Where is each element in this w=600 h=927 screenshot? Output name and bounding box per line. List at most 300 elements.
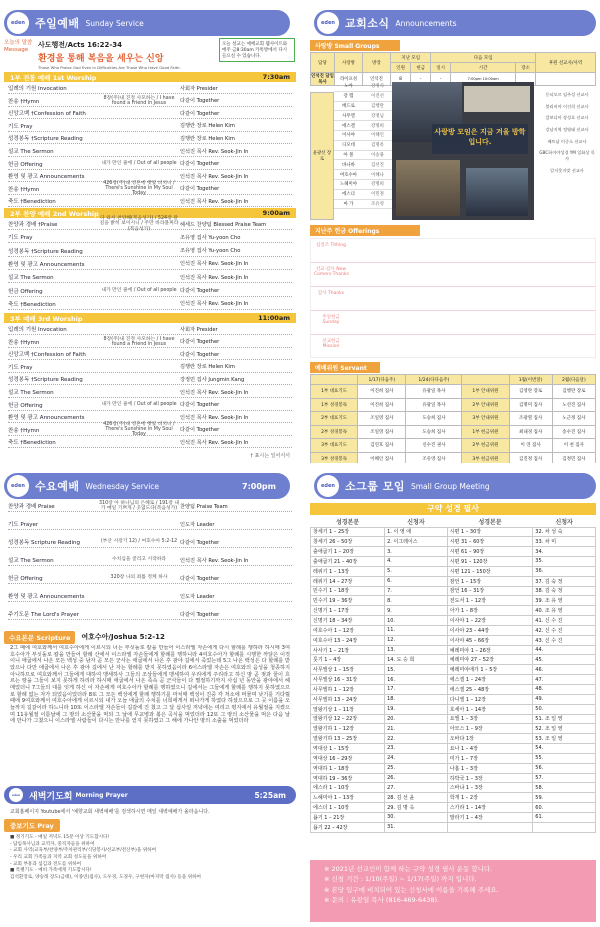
bible-passage: 역대하 1 – 18장 — [311, 763, 385, 773]
order-item: 신앙고백 †Confession of Faith — [8, 352, 86, 359]
sg-group: 이사야 — [342, 133, 355, 139]
order-item: 헌금 Offering — [8, 576, 43, 582]
order-detail: 내가 만인 줄에 / Out of all people — [101, 287, 177, 293]
sg-leader: 김명옥 — [371, 143, 384, 149]
bible-applicant: 24. — [385, 753, 448, 763]
bible-passage: 룻기 1 – 4장 — [311, 655, 385, 665]
servant-cell: 1부 성경봉독 — [311, 398, 358, 412]
bible-passage: 느헤미야 1 – 13장 — [311, 793, 385, 803]
bible-passage: 요엘 1 – 3장 — [447, 714, 533, 724]
sg-elder: 윤광선 장로 — [310, 92, 334, 220]
order-leader: 조유영 집사 Yu-yoon Cho — [180, 248, 241, 255]
sg-group: 바나바 — [342, 162, 355, 168]
servant-cell: 조유영 집사 — [406, 452, 462, 463]
sg-group: 에스겔 — [342, 123, 355, 129]
bible-passage: 욥기 1 – 21장 — [311, 812, 385, 822]
bible-passage: 열왕기하 13 – 25장 — [311, 734, 385, 744]
prayer-line: 김석환장로, 양승래 장도(금태), 이종연(집사), 도우경, 도경우, 구현자(마지막 집사) 등을 위하여 — [10, 874, 201, 880]
announcements-title-en: Announcements — [395, 18, 457, 28]
order-item: 헌금 Offering — [8, 161, 43, 168]
bible-applicant: 42. 신 수 진 — [533, 625, 596, 635]
bible-applicant: 31. — [385, 822, 448, 832]
order-item: 입례의 기원 Invocation — [8, 327, 67, 333]
bible-passage: 말라기 1 – 4장 — [447, 812, 533, 822]
wednesday-panel — [0, 463, 300, 927]
order-leader: 인석진 목사 Rev. Seok-Jin In — [180, 198, 249, 205]
order-leader: 인도자 Leader — [180, 521, 215, 528]
prayer-line: - 교회 사역(교육부/찬양부/주차관리부/식당봉사/선교부/전산부)을 위하여 — [10, 848, 157, 854]
servant-cell: 이 천 집사 — [552, 439, 595, 453]
bible-passage: 열왕기상 12 – 22장 — [311, 714, 385, 724]
order-item: 헌금 Offering — [8, 402, 43, 409]
bible-passage: 나훔 1 – 3장 — [447, 763, 533, 773]
bible-passage: 이사야 23 – 44장 — [447, 625, 533, 635]
sg-leader: 이민정 — [371, 192, 384, 198]
sg-col-group: 사랑방 — [335, 53, 363, 73]
servant-cell: 2부 헌금위원 — [462, 439, 509, 453]
sg-row — [334, 102, 392, 112]
order-detail: 내가 만인 줄에 / Out of all people — [101, 161, 177, 167]
order-row — [8, 286, 292, 297]
order-row — [8, 422, 292, 438]
bible-passage: 사무엘하 1 – 12장 — [311, 685, 385, 695]
bible-applicant: 59. — [533, 793, 596, 803]
small-groups-table — [310, 52, 596, 220]
order-row — [8, 609, 292, 620]
order-item: 찬송 †Hymn — [8, 427, 40, 434]
order-item: 환영 및 광고 Announcements — [8, 174, 85, 181]
small-group-panel — [300, 463, 600, 927]
order-detail: 내가 만인 줄에 / Out of all people — [101, 402, 177, 408]
message-ref: 사도행전/Acts 16:22-34 — [38, 41, 123, 49]
bible-passage: 열왕기상 1 – 11장 — [311, 704, 385, 714]
sg-group: 느헤미야 — [340, 182, 357, 188]
mission-item: 베트남 이중소 선교사 — [547, 138, 587, 144]
servant-cell: 노선진 집사 — [552, 398, 595, 412]
sg-group: 라이프성 — [335, 73, 363, 86]
bible-passage: 에스라 1 – 10장 — [311, 783, 385, 793]
order-leader: 다같이 Together — [180, 186, 220, 193]
order-item: 설교 The Sermon — [8, 558, 54, 564]
order-leader: 다같이 Together — [180, 98, 220, 105]
order-leader: 다같이 Together — [180, 427, 220, 434]
scripture-label: 수요본문 Scripture — [4, 631, 75, 644]
scripture-text: 2그 때에 여호와께서 여호수아에게 이르시되 너는 부싯돌로 칼을 만들어 이스라엘 자손에게 다시 할례를 행하라 하시매 3여호수아가 부싯돌로 칼을 만들어 할례 산에서 이스라엘 자손들에게 할례를 행하니라 4여호수아가 할례를 시행한 까닭은 이것이니 애굽에서 나온 모든 백성 중 남자 곧 모든 군사는 애굽에서 나온 후 광야 길에서 죽었는데 5그 나온 백성은 다 할례를 받았으나 다만 애굽에서 나온 후 광야 길에서 난 자는 할례를 받지 못하였음이라 6이스라엘 자손은 여호와의 음성을 청종하지 아니하므로 여호와께서 그들에게 대하여 맹세하사 그들의 조상들에게 맹세하여 우리에게 주리라고 하신 땅 곧 젖과 꿀이 흐르는 땅을 그들이 보지 못하게 하리라 하시매 애굽에서 나온 족속 곧 군사들이 다 멸절하기까지 사십 년 동안을 광야에서 헤매었더니 7그들의 대를 잇게 하신 이 자손에게 여호수아가 할례를 행하였으니 길에서는 그들에게 할례를 행하지 못하였으므로 할례 없는 자가 되었음이었더라 8또 그 모든 백성에게 할례 행하기를 마치매 백성이 진중 각 처소에 머물며 낫기를 기다릴 때에 9여호와께서 여호수아에게 이르시되 내가 오늘 애굽의 수치를 너희에게서 떠나가게 하였다 하셨으므로 그 곳 이름을 오늘까지 길갈이라 하느니라 10또 이스라엘 자손들이 길갈에 진 쳤고 그 달 십사일 저녁에는 여리고 평지에서 유월절을 지켰으며 11유월절 이튿날에 그 땅의 소산물을 먹되 그 날에 무교병과 볶은 곡식을 먹었더라 12또 그 땅의 소산물을 먹은 다음 날에 만나가 그쳤으니 이스라엘 사람들이 다시는 만나를 얻지 못하였고 그 해에 가나안 땅의 소출을 먹었더라 — [10, 645, 290, 725]
sg-col-count: 인원 — [391, 63, 411, 73]
bible-applicant: 49. — [533, 694, 596, 704]
order-item: 축도 †Benediction — [8, 301, 56, 308]
note-line: ※ 본당 입구에 비치되어 있는 신청서에 이름을 기록해 주세요. — [324, 885, 499, 894]
order-row — [8, 337, 292, 348]
bible-applicant: 5. — [385, 566, 448, 576]
servant-cell: 1부 대표기도 — [311, 385, 358, 399]
servant-table — [310, 374, 596, 463]
bible-applicant: 25. — [385, 763, 448, 773]
prayer-line: - 교회 부흥과 섬김과 전도를 위하여 — [10, 861, 82, 867]
order-leader: 조유영 집사 Yu-yoon Cho — [180, 234, 241, 241]
bible-applicant: 58. — [533, 783, 596, 793]
bible-applicant: 6. — [385, 576, 448, 586]
scripture-header — [4, 631, 165, 643]
announcements-header — [314, 10, 596, 36]
servant-cell: 이 연 집사 — [509, 439, 552, 453]
order-item: 찬송 †Hymn — [8, 186, 40, 193]
order-row — [8, 591, 292, 602]
sg-row — [334, 200, 392, 210]
order-item: 설교 The Sermon — [8, 149, 54, 155]
servant-col: 1/17(다음주) — [358, 375, 406, 385]
order-detail: (부산 시장기 12) / 여호수아 5:2-12 — [100, 539, 178, 545]
order-leader: 김행란 장로 Helen Kim — [180, 364, 235, 371]
offering-category: 선교헌금 Mission — [322, 339, 340, 349]
sg-leader: 조유영 — [371, 201, 384, 207]
bible-passage: 열왕기하 1 – 12장 — [311, 724, 385, 734]
sg-leader: 이혜인 — [371, 133, 384, 139]
sg-col-last: 지난 모임 — [391, 53, 431, 63]
order-row — [8, 299, 292, 310]
sg-leader: 강정식 — [371, 84, 384, 90]
bible-applicant: 30. — [385, 812, 448, 822]
small-group-title-en: Small Group Meeting — [410, 481, 490, 491]
bible-passage: 레위기 1 – 13장 — [311, 566, 385, 576]
bible-applicant: 48. — [533, 685, 596, 695]
morning-prayer-bar — [4, 786, 296, 804]
order-item: 성경봉독 †Scripture Reading — [8, 248, 83, 255]
sg-col-date: 일시 — [431, 63, 451, 73]
order-item: 성경봉독 †Scripture Reading — [8, 377, 83, 384]
bible-applicant: 51. 조 일 영 — [533, 714, 596, 724]
sg-col-offering: 헌금 — [411, 63, 431, 73]
servant-cell: 김진정 집사 — [509, 452, 552, 463]
church-logo: eden — [317, 12, 339, 34]
bible-applicant: 35. — [533, 557, 596, 567]
mission-item: 볼리비아 이건희 선교사 — [545, 103, 589, 109]
bible-passage: 잠언 16 – 31장 — [447, 586, 533, 596]
servant-cell: 2부 안내위원 — [462, 398, 509, 412]
order-row — [8, 362, 292, 373]
order-leader: 인석진 목사 Rev. Seok-Jin In — [180, 557, 249, 564]
sg-col-leader: 방장 — [363, 53, 391, 73]
order-leader: 다같이 Together — [180, 402, 220, 409]
sg-group: 베드로 — [342, 103, 355, 109]
bible-copy-table — [310, 516, 596, 833]
sg-row — [334, 92, 392, 102]
bible-passage: 시편 91 – 120장 — [447, 557, 533, 567]
bible-passage: 신명기 1 – 17장 — [311, 606, 385, 616]
sg-leader: 인석진 — [363, 73, 391, 86]
bible-col: 신청자 — [407, 518, 425, 526]
servant-col: 1/24(다다음주) — [406, 375, 462, 385]
sg-row — [334, 170, 392, 180]
mission-item: 강남지역 정영태 선교사 — [545, 127, 589, 133]
message-title: 환경을 통해 복음을 세우는 신앙 — [38, 54, 164, 64]
sunday-title: 주일예배 — [35, 17, 80, 30]
bible-applicant: 1. 이 영 애 — [385, 527, 448, 537]
offering-category: 주일헌금 Sunday — [322, 315, 340, 325]
bible-applicant: 23. — [385, 744, 448, 754]
order-leader: 김행란 장로 Helen Kim — [180, 123, 235, 130]
order-row — [8, 519, 292, 530]
order-item: 설교 The Sermon — [8, 275, 54, 282]
sg-leader: 강명희 — [371, 182, 384, 188]
wednesday-title-en: Wednesday Service — [85, 481, 160, 491]
order-item: 기도 Pray — [8, 123, 33, 130]
intercession-block — [4, 819, 296, 923]
bible-passage: 에스더 1 – 10장 — [311, 803, 385, 813]
order-detail: 310장 아 하나님의 은혜로 / 191장 내가 매일 기쁘게 / 곳없도다(복음성가) — [98, 500, 180, 511]
bible-passage: 민수기 1 – 18장 — [311, 586, 385, 596]
bible-passage: 시편 61 – 90장 — [447, 547, 533, 557]
bible-applicant: 52. 조 일 영 — [533, 724, 596, 734]
order-row — [8, 159, 292, 170]
sg-leader: 강명희 — [371, 123, 384, 129]
intercession-label: 중보기도 Pray — [4, 819, 60, 832]
order-detail: 426장(주)내 영혼에 햇빛 비치니 / There's Sunshine in My Soul Today — [103, 181, 175, 197]
order-detail: 8장(주)내 진정 사모하는 / I have found a Friend in Jesus — [103, 95, 175, 106]
bible-passage: 에스겔 25 – 48장 — [447, 685, 533, 695]
servant-cell: 최내경 집사 — [509, 425, 552, 439]
order-detail: 다 와서 찬양해(복음성가) / 524장 갈 길을 밝히 보이시니 / 주만 바라볼찌라(복음성가) — [99, 216, 179, 232]
order-row — [8, 349, 292, 360]
order-item: 찬송 †Hymn — [8, 98, 40, 105]
servant-cell: 김정민 집사 — [552, 452, 595, 463]
order-item: 환영 및 광고 Announcements — [8, 415, 85, 422]
order-row — [8, 259, 292, 270]
sg-row — [334, 141, 392, 151]
sg-leader: 김선진 — [371, 162, 384, 168]
bible-applicant: 37. 김 숙 정 — [533, 576, 596, 586]
bible-applicant: 36. — [533, 566, 596, 576]
sunday-header — [4, 10, 290, 36]
servant-cell: 조광열 집사 — [509, 412, 552, 426]
order-leader: 다같이 Together — [180, 351, 220, 358]
note-line: ※ 2021년 선교인이 함께 하는 구약 성경 필사 운동 합니다. — [324, 865, 493, 873]
order-leader: 인석진 목사 Rev. Seok-Jin In — [180, 389, 249, 396]
bible-passage: 아가 1 – 8장 — [447, 606, 533, 616]
bible-passage: 예레미야애가 1 – 5장 — [447, 665, 533, 675]
sg-leader: 이승용 — [371, 152, 384, 158]
order-row — [8, 232, 292, 243]
offering-category: 선교·감사 New Comers·Thanks — [314, 267, 349, 277]
order-detail: 8장(주)내 진정 사모하는 / I have found a Friend in Jesus — [103, 336, 175, 347]
servant-cell: 김명미 집사 — [509, 398, 552, 412]
order-leader: 인석진 목사 Rev. Seok-Jin In — [180, 274, 249, 281]
order-item: 환영 및 광고 Announcements — [8, 594, 85, 600]
sg-leader: 김행란 — [371, 103, 384, 109]
first-worship-bar — [4, 72, 296, 82]
bible-applicant: 57. — [533, 773, 596, 783]
bible-applicant: 18. — [385, 694, 448, 704]
offering-category: 감사 Thanks — [317, 291, 345, 296]
order-row — [8, 573, 292, 584]
bible-passage: 예레미야 1 – 26장 — [447, 645, 533, 655]
order-leader: 다같이 Together — [180, 161, 220, 168]
servant-col: 1월(이번달) — [509, 375, 552, 385]
bible-applicant: 61. — [533, 812, 596, 822]
message-label: 오늘의 말씀 — [4, 40, 33, 46]
bible-applicant: 20. — [385, 714, 448, 724]
servant-cell: 김영란 장로 — [509, 385, 552, 399]
bible-passage: 예레미야 27 – 52장 — [447, 655, 533, 665]
servant-cell: 이진희 집사 — [358, 385, 406, 399]
bible-applicant: 38. 김 숙 정 — [533, 586, 596, 596]
sg-group: 사무엘 — [342, 113, 355, 119]
bible-applicant: 2. 이그레이스 — [385, 537, 448, 547]
bible-applicant: 32. 차 성 숙 — [533, 527, 596, 537]
bible-passage: 에스겔 1 – 24장 — [447, 675, 533, 685]
wednesday-title: 수요예배 — [35, 480, 80, 493]
sg-time: 7:00pm 10:00am — [451, 73, 516, 86]
bible-passage: 창세기 26 – 50장 — [311, 537, 385, 547]
bible-passage: 여호수아 1 – 12장 — [311, 625, 385, 635]
sg-row — [334, 82, 392, 92]
church-logo: eden — [317, 475, 339, 497]
bible-passage: 신명기 18 – 34장 — [311, 616, 385, 626]
second-worship-time: 9:00am — [262, 209, 290, 217]
order-leader: 사회자 Presider — [180, 85, 218, 92]
bible-applicant: 53. 조 일 영 — [533, 734, 596, 744]
sg-date: - — [431, 73, 451, 86]
order-row — [8, 108, 292, 119]
order-leader: 인석진 목사 Rev. Seok-Jin In — [180, 148, 249, 155]
bible-applicant: 9. — [385, 606, 448, 616]
sg-group: 아 볼 — [343, 152, 354, 158]
message-label-en: Message — [4, 47, 29, 54]
order-item: 찬양과 경배 †Praise — [8, 222, 58, 228]
sg-leader: 이혜나 — [371, 172, 384, 178]
bible-passage: 이사야 45 – 66장 — [447, 635, 533, 645]
bible-passage: 전도서 1 – 12장 — [447, 596, 533, 606]
mission-item: GBC하이야성경 YM 일화상 목사 — [539, 150, 595, 162]
servant-cell: 이혜인 집사 — [358, 452, 406, 463]
sg-row — [334, 131, 392, 141]
bible-passage: 시편 31 – 60장 — [447, 537, 533, 547]
bible-passage — [447, 822, 533, 832]
bible-passage: 출애굽기 1 – 20장 — [311, 547, 385, 557]
bible-applicant: 34. — [533, 547, 596, 557]
bible-col: 성경본문 — [478, 518, 502, 526]
note-line: ※ 문의 : 유광일 목사 (816-469-6438). — [324, 896, 440, 905]
sg-row — [334, 121, 392, 131]
second-worship-label: 2부 찬양 예배 2nd Worship — [10, 209, 99, 218]
message-block — [4, 40, 296, 68]
order-item: 축도 †Benediction — [8, 440, 56, 447]
bible-applicant: 4. — [385, 557, 448, 567]
servant-col — [311, 375, 358, 385]
bible-passage: 사무엘상 16 – 31장 — [311, 675, 385, 685]
sg-row — [334, 160, 392, 170]
prayer-line: ■ 특별기도 - 예비 가족에게 기도합시다! — [10, 868, 92, 874]
order-leader: 다같이 Together — [180, 575, 220, 582]
bible-passage: 미가 1 – 7장 — [447, 753, 533, 763]
order-detail: 426장(주)내 영혼에 햇빛 비치니 / There's Sunshine in My Soul Today — [103, 422, 175, 438]
bible-passage: 욥기 22 – 42장 — [311, 822, 385, 832]
bible-passage: 창세기 1 – 25장 — [311, 527, 385, 537]
sg-pastor: 인석진 담임목사 — [311, 74, 334, 85]
order-detail: 수치심을 굴리고 시작하라 — [111, 557, 167, 563]
first-worship-label: 1부 전통 예배 1st Worship — [10, 73, 97, 82]
bible-applicant: 26. — [385, 773, 448, 783]
bible-passage: 역대하 19 – 36장 — [311, 773, 385, 783]
bible-applicant: 14. 도 승 희 — [385, 655, 448, 665]
order-leader: 김행란 장로 Helen Kim — [180, 135, 235, 142]
bible-applicant: 41. 신 수 진 — [533, 616, 596, 626]
bible-passage: 레위기 14 – 27장 — [311, 576, 385, 586]
bible-applicant: 27. — [385, 783, 448, 793]
sg-col-mission: 후원 선교사/사역 — [536, 53, 596, 73]
small-group-title: 소그룹 모임 — [345, 480, 405, 493]
bible-passage: 사무엘하 13 – 24장 — [311, 694, 385, 704]
sg-col-next: 다음 모임 — [431, 53, 536, 63]
sunday-service-panel — [0, 0, 300, 463]
bible-applicant: 3. — [385, 547, 448, 557]
prayer-line: - 우리 교회 가족들과 지역 교회 성도들을 위하여 — [10, 854, 107, 860]
bible-applicant: 44. — [533, 645, 596, 655]
sg-leader: 강정님 — [371, 113, 384, 119]
bible-applicant: 28. 김 선 윤 — [385, 793, 448, 803]
sg-col-head: 담당 — [311, 53, 335, 73]
bible-applicant: 8. — [385, 596, 448, 606]
bible-applicant: 12. — [385, 635, 448, 645]
servant-cell: 2부 대표기도 — [311, 412, 358, 426]
order-item: 주기도문 The Lord's Prayer — [8, 612, 79, 618]
intercession-lines — [4, 835, 296, 882]
servant-cell: 3부 성경봉독 — [311, 452, 358, 463]
winter-break-notice: 사랑방 모임은 지금 겨울 방학 입니다. — [432, 124, 528, 154]
order-row — [8, 133, 292, 144]
servant-cell: 김연호 집사 — [358, 439, 406, 453]
order-leader: 인석진 목사 Rev. Seok-Jin In — [180, 414, 249, 421]
order-item: 찬송 †Hymn — [8, 339, 40, 346]
sg-row — [334, 190, 392, 200]
sg-count: 8 — [391, 73, 411, 86]
bible-passage: 호세아 1 – 14장 — [447, 704, 533, 714]
bible-passage: 다니엘 1 – 12장 — [447, 694, 533, 704]
order-detail: 320장 나의 죄를 정케 하사 — [110, 575, 168, 581]
order-row — [8, 146, 292, 157]
bible-passage: 사무엘상 1 – 15장 — [311, 665, 385, 675]
bible-applicant: 60. — [533, 803, 596, 813]
bible-applicant: 29. 김 명 옥 — [385, 803, 448, 813]
announcements-title: 교회소식 — [345, 17, 390, 30]
sunday-title-en: Sunday Service — [85, 18, 144, 28]
order-item: 기도 Pray — [8, 364, 33, 371]
order-item: 성경봉독 Scripture Reading — [8, 540, 81, 546]
offerings-table — [310, 238, 596, 358]
order-leader: 인석진 목사 Rev. Seok-Jin In — [180, 439, 249, 446]
order-item: 헌금 Offering — [8, 288, 43, 295]
order-row — [8, 324, 292, 335]
morning-prayer-title: 새벽기도회 — [29, 791, 73, 802]
servant-cell: 유광일 목사 — [406, 385, 462, 399]
order-row — [8, 501, 292, 512]
bible-passage: 여호수아 13 – 24장 — [311, 635, 385, 645]
servant-cell: 도승희 집사 — [406, 425, 462, 439]
church-logo: eden — [9, 788, 23, 802]
bible-col: 신청자 — [555, 518, 573, 526]
bible-passage: 아모스 1 – 9장 — [447, 724, 533, 734]
bible-applicant: 21. — [385, 724, 448, 734]
order-item: 축도 †Benediction — [8, 199, 56, 206]
sg-mission-list — [538, 92, 596, 179]
order-leader: 인도자 Leader — [180, 593, 215, 600]
sermon-replay-note: 오늘 설교는 예배교회 웹사이트와 매주 금8:30am 카톡방에서 다시 들으실 수 있습니다. — [219, 38, 295, 62]
order-row — [8, 96, 292, 107]
sg-group: 마 가 — [343, 201, 354, 207]
bible-passage: 스가랴 1 – 14장 — [447, 803, 533, 813]
morning-prayer-title-en: Morning Prayer — [75, 791, 128, 799]
order-item: 기도 Pray — [8, 235, 33, 242]
